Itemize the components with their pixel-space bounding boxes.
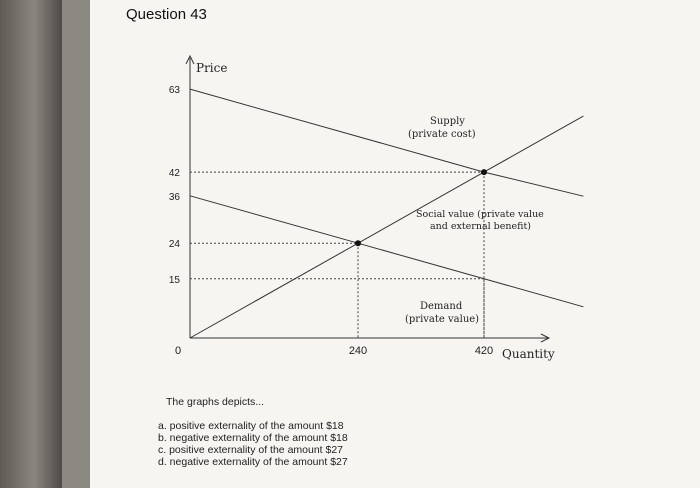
social-value-label-line1: Social value (private value: [416, 209, 544, 220]
x-tick-label: 0: [174, 345, 182, 357]
question-page: [90, 0, 700, 488]
social-value-label-line2: and external benefit): [430, 221, 531, 232]
photo-frame-left: [0, 0, 62, 488]
x-tick-label: 240: [348, 345, 368, 357]
x-axis-label: Quantity: [502, 347, 555, 361]
externality-graph: [90, 0, 700, 400]
y-axis-label: Price: [196, 61, 228, 75]
intersection-point: [355, 240, 361, 246]
y-tick-label: 63: [168, 85, 180, 97]
supply-label: [408, 116, 476, 140]
option-a: a. positive externality of the amount $18: [158, 420, 344, 432]
supply-label-line1: Supply: [430, 116, 465, 127]
y-tick-label: 42: [168, 168, 180, 180]
social-value-line: [190, 89, 583, 196]
demand-label: [405, 301, 479, 325]
option-d: d. negative externality of the amount $27: [158, 456, 348, 468]
answer-options: [158, 420, 348, 468]
demand-label-line2: (private value): [405, 314, 480, 325]
social-value-label: [416, 209, 547, 232]
option-b: b. negative externality of the amount $18: [158, 432, 348, 444]
question-prompt: The graphs depicts...: [166, 396, 265, 408]
y-tick-label: 36: [168, 191, 180, 203]
option-c: c. positive externality of the amount $27: [158, 444, 344, 456]
y-tick-label: 24: [168, 239, 180, 251]
question-title: Question 43: [126, 6, 207, 23]
intersection-point: [481, 169, 487, 175]
demand-label-line1: Demand: [420, 301, 463, 312]
y-tick-label: 15: [168, 274, 180, 286]
x-tick-label: 420: [474, 345, 494, 357]
supply-label-line2: (private cost): [408, 129, 476, 140]
photo-frame-strip: [62, 0, 90, 488]
